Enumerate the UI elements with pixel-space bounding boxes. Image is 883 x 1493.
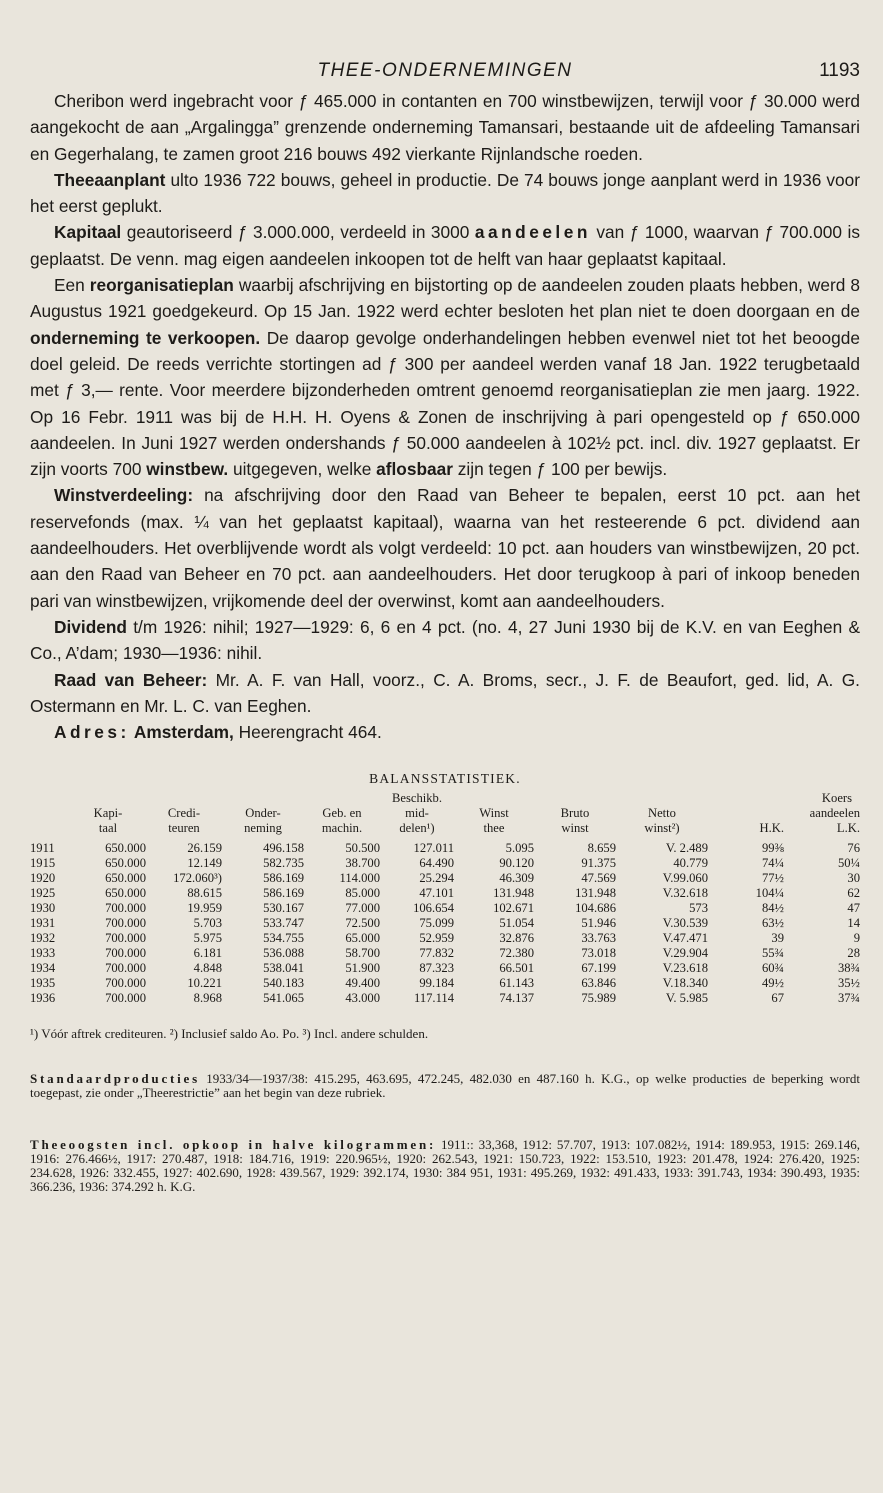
header-netto-2: winst²) [644, 821, 680, 836]
paragraph-kapitaal: Kapitaal geautoriseerd ƒ 3.000.000, verdeeld in 3000 aandeelen van ƒ 1000, waarvan ƒ 700.000 is geplaatst. De venn. mag eigen aandeelen inkoopen tot de helft van haar geplaatst kapitaal. [30, 222, 860, 269]
table-cell: 91.375 [581, 856, 616, 871]
table-cell: 104.686 [575, 901, 616, 916]
table-cell: 4.848 [193, 961, 222, 976]
table-row [30, 916, 860, 931]
table-cell: 61.143 [499, 976, 534, 991]
paragraph-adres: Adres: Amsterdam, Heerengracht 464. [54, 722, 382, 743]
table-cell: 40.779 [673, 856, 708, 871]
paragraph-reorganisatie: Een reorganisatieplan waarbij afschrijving en bijstorting op de aandeelen zouden plaats hebben, werd 8 Augustus 1921 goedgekeurd. Op 15 Jan. 1922 werd echter besloten het plan niet te doen doorgaan en de onderneming te verkoopen. De daarop gevolge onderhandelingen hebben evenwel niet tot het beoogde doel geleid. De reeds verrichte stortingen ad ƒ 300 per aandeel werden vanaf 18 Jan. 1922 terugbetaald met ƒ 3,— rente. Voor meerdere bijzonderheden omtrent genoemd reorganisatieplan zie men jaarg. 1922. Op 16 Febr. 1911 was bij de H.H. H. Oyens & Zonen de inschrijving à pari opengesteld op ƒ 650.000 aandeelen. In Juni 1927 werden ondershands ƒ 50.000 aandeelen à 102½ pct. incl. div. 1927 geplaatst. Er zijn voorts 700 winstbew. uitgegeven, welke aflosbaar zijn tegen ƒ 100 per bewijs. [30, 275, 860, 480]
table-cell: 64.490 [419, 856, 454, 871]
table-cell: 37¾ [837, 991, 860, 1006]
table-title: BALANSSTATISTIEK. [369, 771, 521, 787]
table-cell: 55¾ [761, 946, 784, 961]
table-cell: V.32.618 [662, 886, 708, 901]
table-cell: 32.876 [499, 931, 534, 946]
table-cell: 58.700 [345, 946, 380, 961]
table-cell: 700.000 [105, 946, 146, 961]
table-row [30, 946, 860, 961]
heading-standaardproducties: Standaardproducties [30, 1071, 200, 1087]
paragraph-winstverdeeling: Winstverdeeling: na afschrijving door den Raad van Beheer te bepalen, eerst 10 pct. aan het reservefonds (max. ¼ van het geplaatst kapitaal), waarna van het resteerende 6 pct. dividend aan aandeelhouders. Het overblijvende wordt als volgt verdeeld: 10 pct. aan houders van winstbewijzen, 20 pct. aan den Raad van Beheer en 70 pct. aan aandeelhouders. Het door terugkoop à pari of inkoop beneden pari van winstbewijzen, vrijkomende deel der overwinst, komt aan aandeelhouders. [30, 485, 860, 611]
table-cell: 47 [847, 901, 860, 916]
table-cell: 9 [853, 931, 860, 946]
table-cell: 650.000 [105, 871, 146, 886]
table-cell: 87.323 [419, 961, 454, 976]
paragraph-standaardproducties: Standaardproducties 1933/34—1937/38: 415.295, 463.695, 472.245, 482.030 en 487.160 h. K.G., op welke producties de beperking wordt toegepast, zie onder „Theerestrictie” aan het begin van deze rubriek. [30, 1071, 860, 1101]
table-cell: 77.000 [345, 901, 380, 916]
table-cell: 35½ [837, 976, 860, 991]
bold-onderneming-verkoopen: onderneming te verkoopen. [30, 327, 261, 348]
table-cell: 26.159 [187, 841, 222, 856]
table-footnotes: ¹) Vóór aftrek crediteuren. ²) Inclusief saldo Ao. Po. ³) Incl. andere schulden. [30, 1026, 429, 1042]
spaced-aandeelen: aandeelen [474, 222, 591, 243]
header-gebouwen-2: machin. [321, 821, 363, 836]
table-cell: V.29.904 [662, 946, 708, 961]
table-cell: 84½ [761, 901, 784, 916]
table-cell-year: 1931 [30, 916, 56, 931]
table-cell: 74¼ [761, 856, 784, 871]
header-winst-thee-2: thee [483, 821, 505, 836]
heading-theeaanplant: Theeaanplant [54, 169, 166, 190]
header-kapitaal-2: taal [98, 821, 118, 836]
table-cell: 75.099 [419, 916, 454, 931]
header-beschikbaar-3: delen¹) [399, 821, 435, 836]
table-cell: 541.065 [263, 991, 304, 1006]
table-cell: 75.989 [581, 991, 616, 1006]
table-cell: V.23.618 [662, 961, 708, 976]
table-cell: 172.060³) [173, 871, 222, 886]
table-cell: 49.400 [345, 976, 380, 991]
table-cell: 67.199 [581, 961, 616, 976]
page-number: 1193 [819, 60, 860, 81]
table-cell: 5.703 [193, 916, 222, 931]
header-lk: L.K. [836, 821, 860, 836]
table-cell: 536.088 [263, 946, 304, 961]
table-cell: 63.846 [581, 976, 616, 991]
table-cell: 106.654 [413, 901, 454, 916]
header-gebouwen-1: Geb. en [322, 806, 362, 821]
table-cell: 586.169 [263, 871, 304, 886]
table-cell-year: 1935 [30, 976, 56, 991]
table-cell: 46.309 [499, 871, 534, 886]
table-row [30, 901, 860, 916]
table-cell: 534.755 [263, 931, 304, 946]
table-cell: 6.181 [193, 946, 222, 961]
table-row [30, 886, 860, 901]
table-cell: V.18.340 [662, 976, 708, 991]
bold-aflosbaar: aflosbaar [376, 459, 453, 480]
table-cell: 99.184 [419, 976, 454, 991]
header-koers: Koers [821, 791, 852, 806]
table-cell: 14 [847, 916, 860, 931]
table-cell: 51.054 [499, 916, 534, 931]
heading-dividend: Dividend [54, 616, 127, 637]
table-cell: 700.000 [105, 961, 146, 976]
table-cell: V. 2.489 [665, 841, 708, 856]
paragraph-theeaanplant: Theeaanplant ulto 1936 722 bouws, geheel in productie. De 74 bouws jonge aanplant werd in 1936 voor het eerst geplukt. [30, 169, 860, 217]
table-cell: 650.000 [105, 856, 146, 871]
header-beschikbaar-2: mid- [405, 806, 429, 821]
body-text [30, 88, 860, 745]
table-cell: 76 [847, 841, 860, 856]
table-cell: 530.167 [263, 901, 304, 916]
header-aandeelen: aandeelen [809, 806, 860, 821]
table-cell: 700.000 [105, 931, 146, 946]
header-onderneming-2: neming [244, 821, 282, 836]
table-cell: 104¼ [755, 886, 784, 901]
table-cell: 51.946 [581, 916, 616, 931]
table-cell: 47.101 [419, 886, 454, 901]
table-header [30, 791, 860, 841]
table-cell: 540.183 [263, 976, 304, 991]
table-row [30, 976, 860, 991]
table-cell: 65.000 [345, 931, 380, 946]
paragraph-dividend: Dividend t/m 1926: nihil; 1927—1929: 6, 6 en 4 pct. (no. 4, 27 Juni 1930 bij de K.V. en van Eeghen & Co., A’dam; 1930—1936: nihil. [30, 616, 860, 664]
table-cell: 47.569 [581, 871, 616, 886]
table-cell: 127.011 [413, 841, 454, 856]
heading-adres: Adres: [54, 722, 130, 743]
table-cell: 533.747 [263, 916, 304, 931]
heading-theeoogsten: Theeoogsten incl. opkoop in halve kilogrammen: [30, 1137, 437, 1153]
table-cell: 5.095 [505, 841, 534, 856]
table-cell: 74.137 [499, 991, 534, 1006]
header-bruto-2: winst [561, 821, 589, 836]
table-row [30, 871, 860, 886]
header-crediteuren-1: Credi- [167, 806, 201, 821]
header-bruto-1: Bruto [560, 806, 590, 821]
table-cell: 582.735 [263, 856, 304, 871]
table-cell: 67 [771, 991, 784, 1006]
table-row [30, 931, 860, 946]
table-cell: 72.380 [499, 946, 534, 961]
table-cell: V.30.539 [662, 916, 708, 931]
table-cell: 650.000 [105, 886, 146, 901]
bold-winstbew: winstbew. [146, 459, 229, 480]
table-cell: V.47.471 [662, 931, 708, 946]
table-cell: 50¼ [837, 856, 860, 871]
table-cell: 39 [771, 931, 784, 946]
table-cell: 8.968 [193, 991, 222, 1006]
table-cell: 43.000 [345, 991, 380, 1006]
header-winst-thee-1: Winst [479, 806, 509, 821]
table-cell: 90.120 [499, 856, 534, 871]
header-hk: H.K. [759, 821, 784, 836]
table-cell: 60¾ [761, 961, 784, 976]
table-cell-year: 1911 [30, 841, 55, 856]
table-cell: 50.500 [345, 841, 380, 856]
table-cell: 650.000 [105, 841, 146, 856]
table-cell-year: 1936 [30, 991, 56, 1006]
table-cell: 25.294 [419, 871, 454, 886]
table-cell: 33.763 [581, 931, 616, 946]
table-cell: 77.832 [419, 946, 454, 961]
header-kapitaal-1: Kapi- [93, 806, 123, 821]
table-cell: 131.948 [493, 886, 534, 901]
table-cell: 700.000 [105, 976, 146, 991]
table-cell: 538.041 [263, 961, 304, 976]
table-cell: 12.149 [187, 856, 222, 871]
table-cell-year: 1925 [30, 886, 56, 901]
bold-amsterdam: Amsterdam, [129, 722, 234, 743]
page-header [30, 52, 860, 88]
table-cell-year: 1915 [30, 856, 56, 871]
page [30, 52, 860, 1194]
table-cell: 73.018 [581, 946, 616, 961]
table-cell: 700.000 [105, 916, 146, 931]
table-cell: 700.000 [105, 901, 146, 916]
table-cell: 586.169 [263, 886, 304, 901]
running-title: THEE-ONDERNEMINGEN [317, 60, 573, 81]
table-cell: 114.000 [339, 871, 380, 886]
table-cell: 51.900 [345, 961, 380, 976]
table-cell: 77½ [761, 871, 784, 886]
heading-kapitaal: Kapitaal [54, 222, 122, 243]
table-row [30, 841, 860, 856]
balance-table [30, 791, 860, 1006]
paragraph-theeoogsten: Theeoogsten incl. opkoop in halve kilogrammen: 1911:: 33,368, 1912: 57.707, 1913: 107.082½, 1914: 189.953, 1915: 269.146, 1916: 276.466½, 1917: 270.487, 1918: 184.716, 1919: 220.965½, 1920: 262.543, 1921: 150.723, 1922: 153.510, 1923: 201.478, 1924: 276.420, 1925: 234.628, 1926: 332.455, 1927: 402.690, 1928: 439.567, 1929: 392.174, 1930: 384 951, 1931: 495.269, 1932: 491.433, 1933: 391.743, 1934: 390.493, 1935: 366.236, 1936: 374.292 h. K.G. [30, 1137, 860, 1195]
table-body [30, 841, 860, 1006]
table-cell: 49½ [761, 976, 784, 991]
table-cell: 30 [847, 871, 860, 886]
header-netto-1: Netto [648, 806, 676, 821]
table-cell: 496.158 [263, 841, 304, 856]
table-cell: 52.959 [419, 931, 454, 946]
table-cell: 88.615 [187, 886, 222, 901]
table-cell: 131.948 [575, 886, 616, 901]
header-crediteuren-2: teuren [168, 821, 200, 836]
table-cell-year: 1932 [30, 931, 56, 946]
table-cell: 5.975 [193, 931, 222, 946]
table-cell: 102.671 [493, 901, 534, 916]
table-cell: 38.700 [345, 856, 380, 871]
paragraph-raad-van-beheer: Raad van Beheer: Mr. A. F. van Hall, voorz., C. A. Broms, secr., J. F. de Beaufort, ged. lid, A. G. Ostermann en Mr. L. C. van Eeghen. [30, 669, 860, 716]
bold-reorganisatieplan: reorganisatieplan [89, 275, 234, 296]
table-cell: 8.659 [587, 841, 616, 856]
table-cell-year: 1930 [30, 901, 56, 916]
table-cell: V.99.060 [662, 871, 708, 886]
table-cell: 66.501 [499, 961, 534, 976]
table-cell: 10.221 [187, 976, 222, 991]
table-cell: 117.114 [414, 991, 454, 1006]
table-cell: V. 5.985 [665, 991, 708, 1006]
heading-raad-van-beheer: Raad van Beheer: [54, 669, 208, 690]
table-cell: 38¾ [837, 961, 860, 976]
table-cell: 63½ [761, 916, 784, 931]
table-cell: 85.000 [345, 886, 380, 901]
table-cell: 28 [847, 946, 860, 961]
table-cell: 72.500 [345, 916, 380, 931]
heading-winstverdeeling: Winstverdeeling: [54, 485, 194, 506]
table-cell: 62 [847, 886, 860, 901]
header-onderneming-1: Onder- [245, 806, 281, 821]
table-row [30, 991, 860, 1006]
table-row [30, 856, 860, 871]
table-cell: 19.959 [187, 901, 222, 916]
table-cell-year: 1934 [30, 961, 56, 976]
table-cell-year: 1933 [30, 946, 56, 961]
table-cell-year: 1920 [30, 871, 56, 886]
table-row [30, 961, 860, 976]
table-cell: 99⅜ [761, 841, 784, 856]
table-cell: 573 [689, 901, 708, 916]
header-beschikbaar-1: Beschikb. [391, 791, 443, 806]
table-cell: 700.000 [105, 991, 146, 1006]
paragraph-cheribon: Cheribon werd ingebracht voor ƒ 465.000 in contanten en 700 winstbewijzen, terwijl voor ƒ 30.000 werd aangekocht de aan „Argalingga” grenzende onderneming Tamansari, bestaande uit de afdeeling Tamansari en Gegerhalang, te zamen groot 216 bouws 492 vierkante Rijnlandsche roeden. [30, 91, 860, 164]
